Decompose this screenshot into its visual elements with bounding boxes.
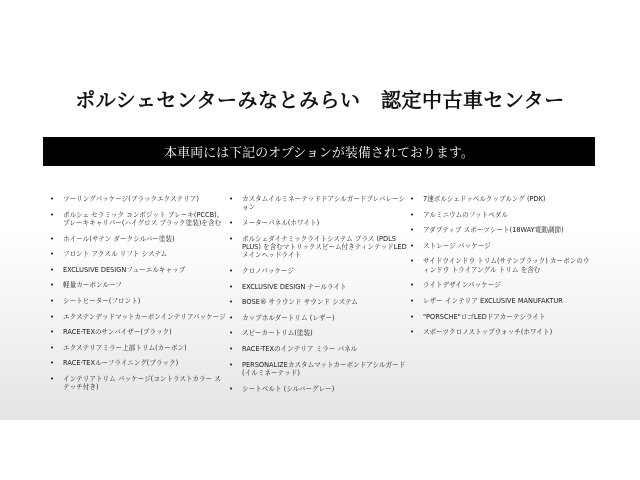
list-item: • RACE-TEXのサンバイザー(ブラック): [50, 328, 226, 336]
options-list-column-1: [50, 195, 226, 399]
list-item: • レザー インテリア EXCLUSIVE MANUFAKTUR: [410, 297, 590, 305]
list-item: • ポルシェダイナミックライトシステム プラス (PDLS PLUS) を含むマトリックスビーム付きティンテッドLEDメインヘッドライト: [229, 235, 409, 260]
list-item: • PERSONALIZEカスタムマットカーボンドアシルガード (イルミネーテッド): [229, 361, 409, 378]
list-item: • インテリアトリム パッケージ(コントラストカラー ステッチ付き): [50, 375, 226, 392]
list-item: • RACE-TEXのインテリア ミラー パネル: [229, 345, 409, 353]
list-item: • 7速ポルシェドッペルクップルング (PDK): [410, 195, 590, 203]
bottom-margin: [0, 420, 640, 480]
list-item: • "PORSCHE"ロゴLEDドアカーテシライト: [410, 313, 590, 321]
options-list-column-2: [229, 195, 409, 400]
list-item: • ライトデザインパッケージ: [410, 281, 590, 289]
list-item: • エクステンデッドマットカーボンインテリアパッケージ: [50, 313, 226, 321]
page-title: ポルシェセンターみなとみらい 認定中古車センター: [75, 88, 565, 112]
list-item: • フロント アクスル リフト システム: [50, 250, 226, 258]
list-item: • エクステリアミラー上部トリム(カーボン): [50, 344, 226, 352]
banner-text: 本車両には下記のオプションが装備されております。: [164, 146, 474, 161]
list-item: • スポーツクロノストップウォッチ(ホワイト): [410, 328, 590, 336]
list-item: • EXCLUSIVE DESIGN テールライト: [229, 283, 409, 291]
list-item: • カップホルダートリム (レザー): [229, 314, 409, 322]
list-item: • シートヒーター(フロント): [50, 297, 226, 305]
list-item: • ストレージ パッケージ: [410, 242, 590, 250]
list-item: • アルミニウムのフットペダル: [410, 211, 590, 219]
list-item: • RACE-TEXルーフライニング(ブラック): [50, 359, 226, 367]
list-item: • アダプティブ スポーツシート(18WAY電動調節): [410, 226, 590, 234]
list-item: • シートベルト (シルバーグレー): [229, 385, 409, 393]
list-item: • カスタムイルミネーテッドドアシルガードプレパレーション: [229, 195, 409, 212]
list-item: • サイドウインドウ トリム(サテンブラック) カーボンのウィンドウ トライアングル トリム を含む: [410, 257, 590, 274]
list-item: • ポルシェ セラミック コンポジット ブレーキ(PCCB)、ブレーキキャリパー(ハイグロス ブラック塗装)を含む: [50, 211, 226, 228]
list-item: • クロノパッケージ: [229, 267, 409, 275]
list-item: • メーターパネル(ホワイト): [229, 219, 409, 227]
options-banner: [43, 137, 595, 166]
list-item: • ホイール(サテン ダークシルバー塗装): [50, 235, 226, 243]
list-item: • EXCLUSIVE DESIGNフューエルキャップ: [50, 266, 226, 274]
list-item: • ツーリングパッケージ(ブラックエクステリア): [50, 195, 226, 203]
list-item: • スピーカートリム(塗装): [229, 329, 409, 337]
list-item: • BOSE® サラウンド サウンド システム: [229, 298, 409, 306]
list-item: • 軽量カーボンルーフ: [50, 281, 226, 289]
options-list-column-3: [410, 195, 590, 344]
